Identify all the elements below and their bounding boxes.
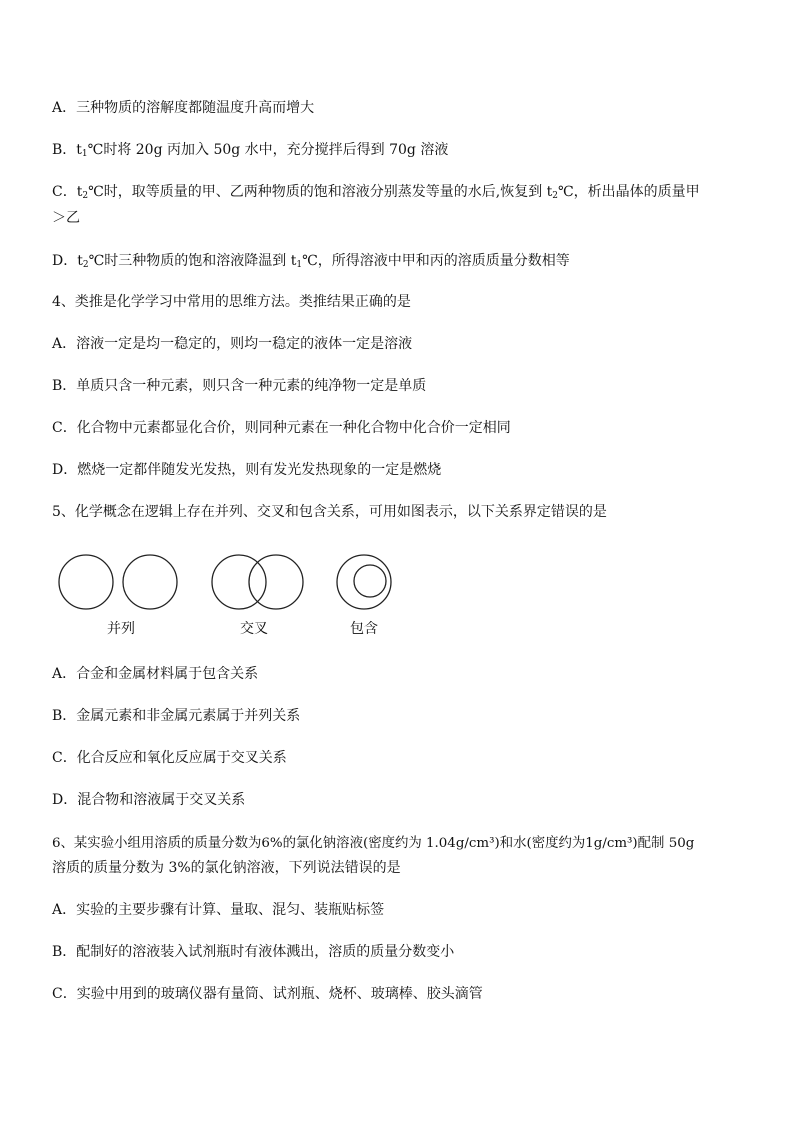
q4-option-d: D．燃烧一定都伴随发光发热，则有发光发热现象的一定是燃烧 — [52, 462, 442, 478]
q3-option-b-prefix: B．t — [52, 142, 82, 158]
q3-option-d-subscript-2: 1 — [296, 260, 303, 270]
q6-stem-line-2: 溶质的质量分数为 3%的氯化钠溶液，下列说法错误的是 — [52, 860, 401, 876]
q6-option-a: A．实验的主要步骤有计算、量取、混匀、装瓶贴标签 — [52, 902, 385, 918]
q6-option-b: B．配制好的溶液装入试剂瓶时有液体溅出，溶质的质量分数变小 — [52, 944, 455, 960]
cross-circle-left — [212, 555, 266, 609]
q3-option-b-text: ℃时将 20g 丙加入 50g 水中，充分搅拌后得到 70g 溶液 — [87, 142, 449, 158]
cross-circle-right — [249, 555, 303, 609]
q3-option-d — [52, 250, 744, 272]
q4-option-a: A．溶液一定是均一稳定的，则均一稳定的液体一定是溶液 — [52, 336, 413, 352]
parallel-circle-left — [59, 555, 113, 609]
q3-option-c-subscript-1: 2 — [82, 191, 89, 201]
q3-option-d-middle: ℃时三种物质的饱和溶液降温到 t — [88, 253, 297, 269]
q3-option-c-middle: ℃时，取等质量的甲、乙两种物质的饱和溶液分别蒸发等量的水后,恢复到 t — [88, 184, 553, 200]
label-parallel: 并列 — [107, 621, 135, 637]
parallel-circle-right — [123, 555, 177, 609]
q3-option-c-subscript-2: 2 — [552, 191, 558, 201]
q5-option-c: C．化合反应和氧化反应属于交叉关系 — [52, 750, 287, 766]
q3-option-b — [52, 139, 744, 161]
q5-option-a: A．合金和金属材料属于包含关系 — [52, 666, 259, 682]
contain-circle-outer — [337, 555, 391, 609]
label-cross: 交叉 — [240, 621, 268, 637]
label-contain: 包含 — [350, 621, 378, 637]
q4-option-b: B．单质只含一种元素，则只含一种元素的纯净物一定是单质 — [52, 378, 427, 394]
cross-circles — [212, 555, 303, 609]
q3-option-d-prefix: D．t — [52, 253, 83, 269]
q3-option-c-line2: ＞乙 — [52, 210, 80, 226]
q3-option-d-text: ℃，所得溶液中甲和丙的溶质质量分数相等 — [302, 253, 570, 269]
q3-option-d-subscript-1: 2 — [82, 260, 89, 270]
q3-option-c — [52, 181, 744, 203]
contain-circles — [337, 555, 391, 609]
parallel-circles — [59, 555, 177, 609]
q3-option-a: A．三种物质的溶解度都随温度升高而增大 — [52, 100, 315, 116]
q5-option-d: D．混合物和溶液属于交叉关系 — [52, 792, 246, 808]
q6-option-c: C．实验中用到的玻璃仪器有量筒、试剂瓶、烧杯、玻璃棒、胶头滴管 — [52, 986, 483, 1002]
q6-stem-line-1: 6、某实验小组用溶质的质量分数为6%的氯化钠溶液(密度约为 1.04g/cm³)和水(密度约为1g/cm³)配制 50g — [52, 836, 695, 851]
q5-option-b: B．金属元素和非金属元素属于并列关系 — [52, 708, 301, 724]
q5-stem: 5、化学概念在逻辑上存在并列、交叉和包含关系，可用如图表示，以下关系界定错误的是 — [52, 504, 607, 520]
q3-option-b-subscript: 1 — [81, 149, 88, 159]
q3-option-c-text: ℃，析出晶体的质量甲 — [558, 184, 700, 200]
contain-circle-inner — [354, 565, 386, 597]
q4-option-c: C．化合物中元素都显化合价，则同种元素在一种化合物中化合价一定相同 — [52, 420, 511, 436]
q3-option-c-prefix: C．t — [52, 184, 83, 200]
q4-stem: 4、类推是化学学习中常用的思维方法。类推结果正确的是 — [52, 294, 411, 310]
